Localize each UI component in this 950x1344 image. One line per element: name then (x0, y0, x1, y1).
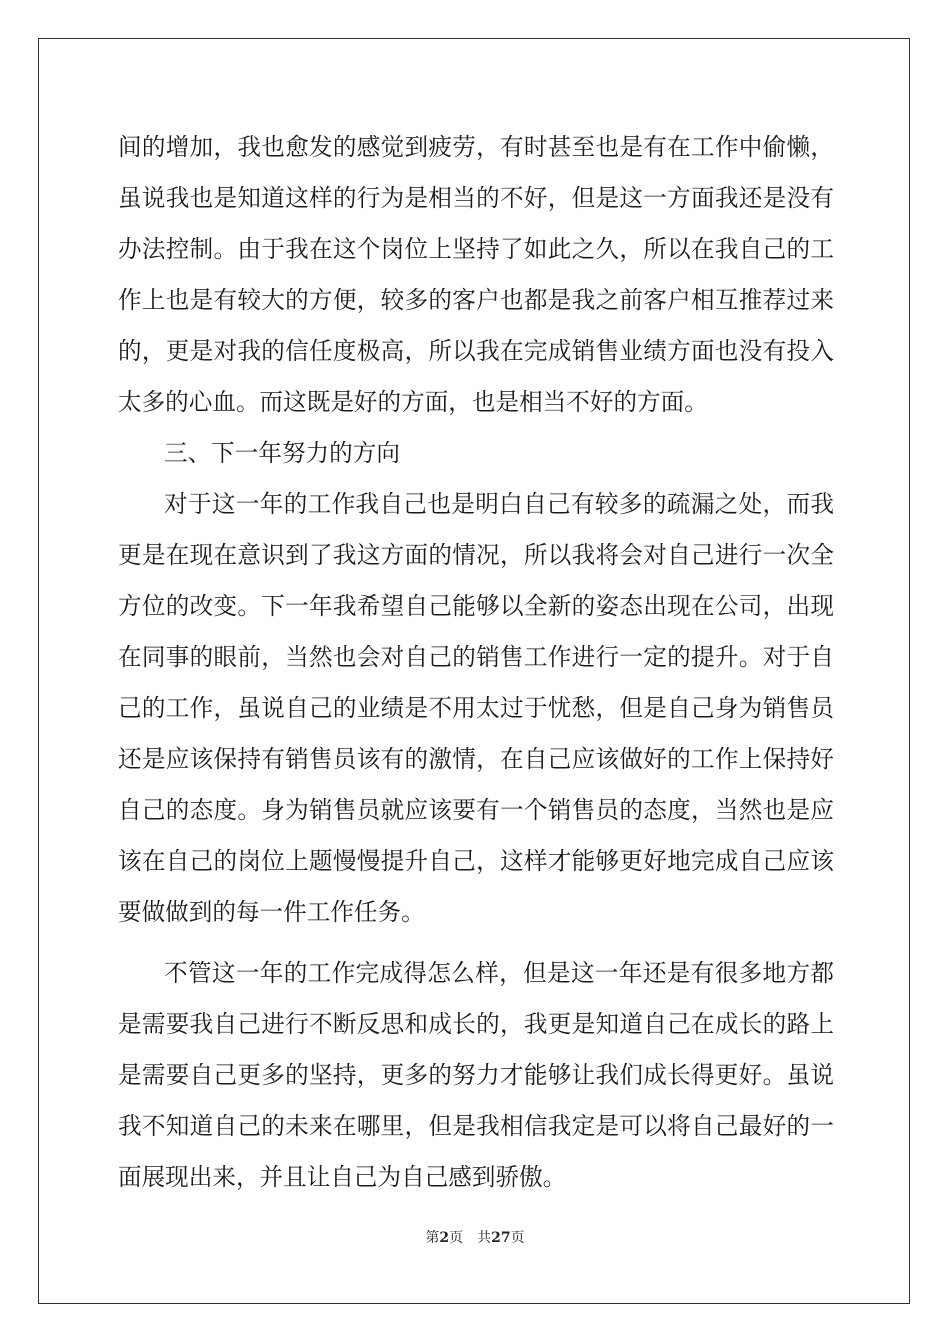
text-line: 更是在现在意识到了我这方面的情况，所以我将会对自己进行一次全 (118, 541, 834, 569)
text-line: 还是应该保持有销售员该有的激情，在自己应该做好的工作上保持好 (118, 745, 834, 773)
paragraph-first-line: 对于这一年的工作我自己也是明白自己有较多的疏漏之处，而我 (164, 490, 834, 518)
text-line: 太多的心血。而这既是好的方面，也是相当不好的方面。 (118, 388, 708, 416)
text-line: 我不知道自己的未来在哪里，但是我相信我定是可以将自己最好的一 (118, 1112, 834, 1140)
total-suffix: 页 (510, 1230, 525, 1246)
text-line: 己的工作，虽说自己的业绩是不用太过于忧愁，但是自己身为销售员 (118, 694, 834, 722)
text-line: 作上也是有较大的方便，较多的客户也都是我之前客户相互推荐过来 (118, 286, 834, 314)
text-line: 方位的改变。下一年我希望自己能够以全新的姿态出现在公司，出现 (118, 592, 834, 620)
text-line: 办法控制。由于我在这个岗位上坚持了如此之久，所以在我自己的工 (118, 235, 834, 263)
text-line: 在同事的眼前，当然也会对自己的销售工作进行一定的提升。对于自 (118, 643, 834, 671)
text-line: 是需要我自己进行不断反思和成长的，我更是知道自己在成长的路上 (118, 1010, 834, 1038)
text-line: 虽说我也是知道这样的行为是相当的不好，但是这一方面我还是没有 (118, 184, 834, 212)
text-line: 自己的态度。身为销售员就应该要有一个销售员的态度，当然也是应 (118, 796, 834, 824)
page-suffix: 页 (449, 1230, 464, 1246)
total-prefix: 共 (477, 1230, 492, 1246)
text-line: 的，更是对我的信任度极高，所以我在完成销售业绩方面也没有投入 (118, 337, 834, 365)
page-prefix: 第 (425, 1230, 440, 1246)
paragraph-first-line: 不管这一年的工作完成得怎么样，但是这一年还是有很多地方都 (164, 959, 834, 987)
text-line: 该在自己的岗位上题慢慢提升自己，这样才能够更好地完成自己应该 (118, 847, 834, 875)
page-number: 2 (439, 1230, 450, 1246)
text-line: 间的增加，我也愈发的感觉到疲劳，有时甚至也是有在工作中偷懒， (118, 133, 834, 161)
total-pages: 27 (491, 1230, 511, 1246)
text-line: 是需要自己更多的坚持，更多的努力才能够让我们成长得更好。虽说 (118, 1061, 834, 1089)
page-footer (0, 1227, 950, 1247)
section-heading: 三、下一年努力的方向 (164, 439, 400, 467)
text-line: 要做做到的每一件工作任务。 (118, 898, 425, 926)
text-line: 面展现出来，并且让自己为自己感到骄傲。 (118, 1163, 567, 1191)
